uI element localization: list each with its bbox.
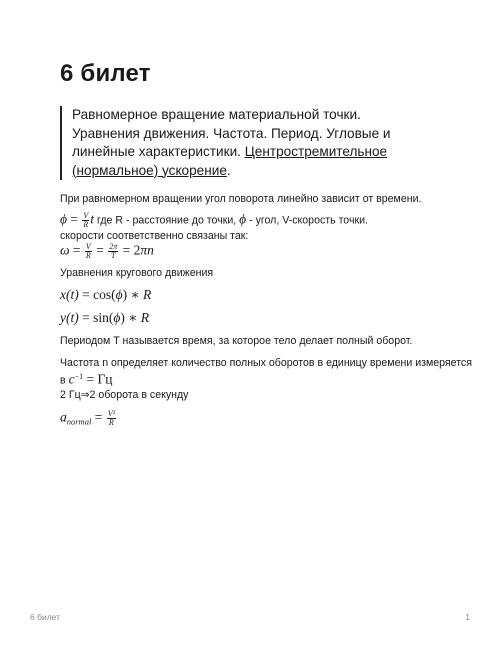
centripetal-acceleration-link[interactable]: Центростремительное (нормальное) ускорение	[72, 144, 388, 178]
paragraph-hertz-example: 2 Гц⇒2 оборота в секунду	[60, 388, 189, 401]
equation-y: y(t) = sin(ϕ) ∗ R	[60, 310, 150, 325]
equation-x: x(t) = cos(ϕ) ∗ R	[60, 287, 152, 302]
ticket-body	[60, 192, 472, 428]
quote-text: Равномерное вращение материальной точки. Уравнения движения. Частота. Период. Угловые и линейные характеристики.	[72, 107, 391, 159]
equation-normal-acceleration: $a_{normal}$ = $\frac{\text{V²}}{R}$	[60, 408, 115, 427]
ticket-question-quote	[60, 106, 432, 180]
footer-title: 6 билет	[30, 612, 61, 622]
paragraph-frequency-units: в $c^{-1}$ = Гц	[60, 371, 113, 387]
paragraph-frequency: Частота n определяет количество полных оборотов в единицу времени измеряется	[60, 357, 472, 369]
quote-end: .	[226, 162, 231, 178]
paragraph-velocities: скорости соответственно связаны так:	[60, 230, 249, 242]
fraction-v-over-r: $\frac{V}{R}$	[83, 211, 89, 229]
paragraph-circular-motion: Уравнения кругового движения	[60, 267, 214, 279]
paragraph-uniform-rotation: При равномерном вращении угол поворота линейно зависит от времени.	[60, 193, 422, 205]
equation-phi: ϕ = $\frac{V}{R}$ t где R - расстояние до точки, ϕ - угол, V-скорость точки.	[60, 211, 368, 229]
equation-omega: ω = $\frac{V}{R}$ = $\frac{2\pi}{T}$ = 2πn	[60, 242, 154, 260]
page-title: 6 билет	[60, 60, 151, 87]
page-number: 1	[465, 612, 470, 622]
paragraph-period: Периодом T называется время, за которое тело делает полный оборот.	[60, 335, 413, 347]
